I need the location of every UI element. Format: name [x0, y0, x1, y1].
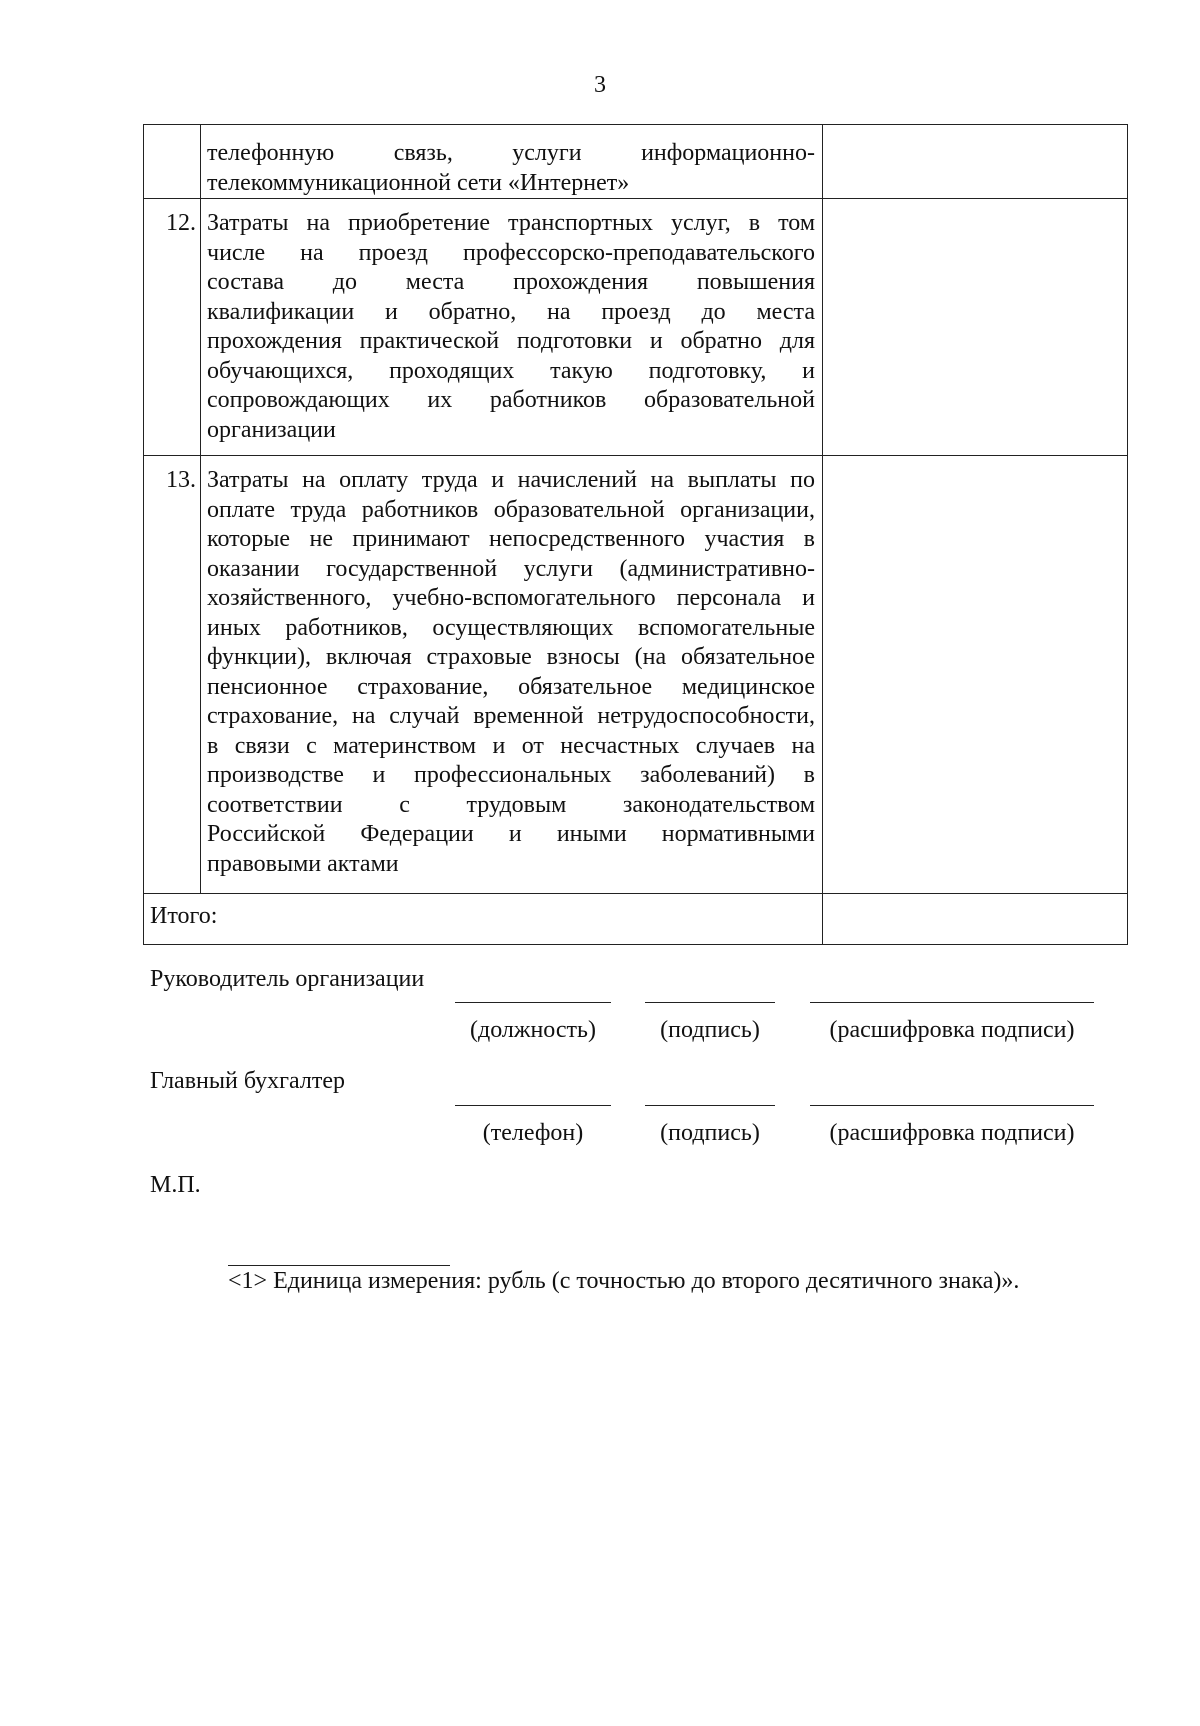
total-value-cell[interactable]	[823, 894, 1128, 945]
table-row	[144, 199, 1128, 456]
description-line: обучающихся, проходящих такую подготовку, и	[207, 357, 815, 384]
description-line: в связи с материнством и от несчастных случаев на	[207, 732, 815, 759]
footnote-divider	[228, 1265, 450, 1266]
description-line: соответствии с трудовым законодательством	[207, 791, 815, 818]
stamp-place-label: М.П.	[150, 1172, 201, 1198]
row-value-cell[interactable]	[823, 199, 1128, 456]
row-description	[201, 456, 823, 894]
row-number: 13.	[144, 456, 201, 894]
total-label: Итого:	[144, 894, 823, 945]
head-position-caption: (должность)	[470, 1017, 596, 1043]
description-line: функции), включая страховые взносы (на обязательное	[207, 644, 815, 670]
table-row	[144, 125, 1128, 199]
description-line: производстве и профессиональных заболеваний) в	[207, 762, 815, 788]
description-line: иных работников, осуществляющих вспомогательные	[207, 614, 815, 641]
table-row	[144, 456, 1128, 894]
description-line: оказании государственной услуги (административно-	[207, 555, 815, 582]
head-signature-label: Руководитель организации	[150, 966, 425, 992]
accountant-phone-line[interactable]	[455, 1105, 611, 1106]
accountant-signature-caption: (подпись)	[660, 1120, 760, 1146]
description-line: квалификации и обратно, на проезд до места	[207, 298, 815, 325]
row-number	[144, 125, 201, 199]
description-line: сопровождающих их работников образовательной	[207, 387, 815, 413]
row-value-cell[interactable]	[823, 125, 1128, 199]
head-name-caption: (расшифровка подписи)	[829, 1017, 1075, 1043]
description-line: оплате труда работников образовательной организации,	[207, 496, 815, 523]
description-line: страхование, на случай временной нетрудоспособности,	[207, 703, 815, 729]
description-line: которые не принимают непосредственного участия в	[207, 526, 815, 552]
description-line: прохождения практической подготовки и обратно для	[207, 328, 815, 354]
description-line: Российской Федерации и иными нормативными	[207, 821, 815, 847]
footnote: <1> Единица измерения: рубль (с точностью до второго десятичного знака)».	[228, 1268, 1020, 1294]
description-line: хозяйственного, учебно-вспомогательного персонала и	[207, 585, 815, 611]
description-line: числе на проезд профессорско-преподавательского	[207, 239, 815, 266]
head-signature-line[interactable]	[645, 1002, 775, 1003]
description-line: состава до места прохождения повышения	[207, 269, 815, 295]
head-position-line[interactable]	[455, 1002, 611, 1003]
row-description	[201, 125, 823, 199]
description-line: телефонную связь, услуги информационно-	[207, 140, 815, 166]
description-line: Затраты на оплату труда и начислений на выплаты по	[207, 467, 815, 493]
cost-table	[143, 124, 1128, 945]
row-description	[201, 199, 823, 456]
total-row	[144, 894, 1128, 945]
accountant-phone-caption: (телефон)	[482, 1120, 584, 1146]
row-number: 12.	[144, 199, 201, 456]
description-line: пенсионное страхование, обязательное медицинское	[207, 673, 815, 700]
description-line: телекоммуникационной сети «Интернет»	[207, 169, 630, 196]
accountant-signature-line[interactable]	[645, 1105, 775, 1106]
page-number: 3	[594, 72, 606, 98]
description-line: Затраты на приобретение транспортных услуг, в том	[207, 210, 815, 236]
accountant-name-line[interactable]	[810, 1105, 1094, 1106]
head-name-line[interactable]	[810, 1002, 1094, 1003]
accountant-name-caption: (расшифровка подписи)	[829, 1120, 1075, 1146]
row-value-cell[interactable]	[823, 456, 1128, 894]
head-signature-caption: (подпись)	[660, 1017, 760, 1043]
description-line: организации	[207, 416, 336, 443]
description-line: правовыми актами	[207, 850, 399, 877]
accountant-signature-label: Главный бухгалтер	[150, 1068, 345, 1094]
